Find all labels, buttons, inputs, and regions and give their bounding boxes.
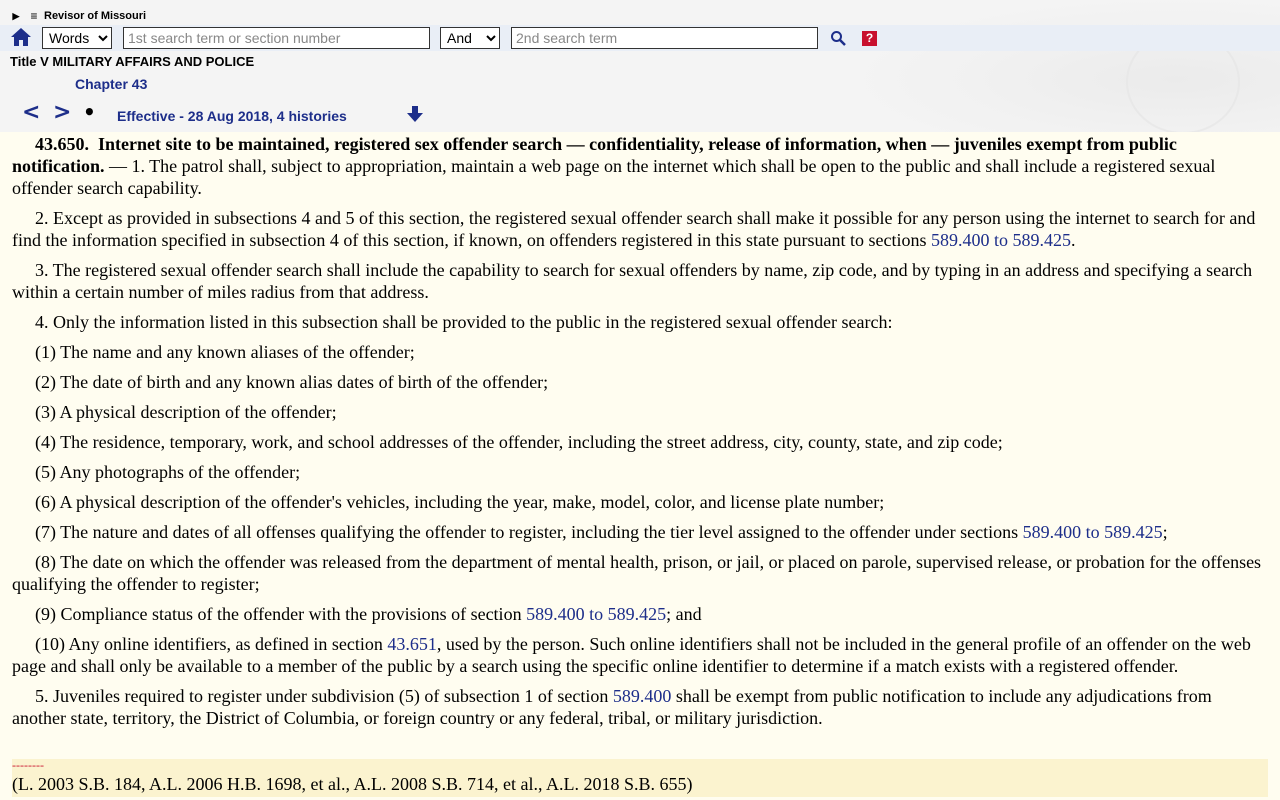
top-bar (8, 8, 146, 24)
divider-dashes: -------- (12, 758, 44, 772)
list-item-9 (12, 603, 1268, 625)
menu-icon[interactable]: ≡ (30, 9, 38, 23)
paragraph-text: 5. Juveniles required to register under subdivision (5) of subsection 1 of section (35, 686, 613, 706)
list-item-2: (2) The date of birth and any known alias dates of birth of the offender; (35, 372, 549, 392)
list-item-8: (8) The date on which the offender was released from the department of mental health, prison, or jail, or placed on parole, supervised release, or probation for the offenses qualifying the offender to register; (12, 552, 1262, 594)
statute-link[interactable]: 589.400 to 589.425 (526, 604, 667, 624)
section-dot-icon[interactable]: • (83, 100, 96, 124)
section-paragraph-5 (12, 685, 1268, 729)
search-mode-select[interactable] (42, 27, 112, 49)
effective-date-link[interactable]: Effective - 28 Aug 2018, 4 histories (117, 108, 347, 124)
history-footer (12, 759, 1268, 797)
section-navigation (0, 100, 1280, 130)
section-paragraph-4: 4. Only the information listed in this subsection shall be provided to the public in the registered sexual offender search: (35, 312, 893, 332)
section-paragraph-3: 3. The registered sexual offender search shall include the capability to search for sexual offenders by name, zip code, and by typing in an address and specifying a search within a certain number of miles radius from that address. (12, 260, 1253, 302)
paragraph-text: (10) Any online identifiers, as defined in section (35, 634, 388, 654)
second-search-term-input[interactable] (511, 27, 818, 49)
next-section-button[interactable]: > (53, 100, 72, 125)
paragraph-text: 2. Except as provided in subsections 4 and 5 of this section, the registered sexual offender search shall make it possible for any person using the internet to search for and find the information specified in subsection 4 of this section, if known, on offenders registered in this state pursuant to sections (12, 208, 1256, 250)
paragraph-text: ; (1162, 522, 1168, 542)
site-header (0, 0, 1280, 132)
section-paragraph-2 (12, 207, 1268, 251)
statute-link[interactable]: 43.651 (387, 634, 437, 654)
previous-section-button[interactable]: < (22, 100, 41, 125)
chapter-link[interactable]: Chapter 43 (75, 76, 148, 92)
statute-link[interactable]: 589.400 (612, 686, 672, 706)
statute-link[interactable]: 589.400 to 589.425 (1022, 522, 1163, 542)
section-paragraph-1 (12, 133, 1268, 199)
list-item-3: (3) A physical description of the offender; (35, 402, 337, 422)
list-item-1: (1) The name and any known aliases of the offender; (35, 342, 415, 362)
list-item-4: (4) The residence, temporary, work, and school addresses of the offender, including the street address, city, county, state, and zip code; (35, 432, 1003, 452)
expand-triangle-icon[interactable]: ▶ (12, 10, 20, 21)
list-item-10 (12, 633, 1268, 677)
section-intro: — 1. The patrol shall, subject to appropriation, maintain a web page on the internet which shall be open to the public and shall include a registered sexual offender search capability. (12, 156, 1216, 198)
search-icon[interactable] (830, 30, 846, 46)
list-item-6: (6) A physical description of the offender's vehicles, including the year, make, model, color, and license plate number; (35, 492, 885, 512)
paragraph-text: (7) The nature and dates of all offenses qualifying the offender to register, including the tier level assigned to the offender under sections (35, 522, 1023, 542)
list-item-5: (5) Any photographs of the offender; (35, 462, 301, 482)
first-search-term-input[interactable] (123, 27, 430, 49)
help-icon[interactable]: ? (862, 31, 877, 46)
search-operator-select[interactable] (440, 27, 500, 49)
paragraph-text: (9) Compliance status of the offender with the provisions of section (35, 604, 527, 624)
search-bar (0, 25, 1280, 51)
title-heading: Title V MILITARY AFFAIRS AND POLICE (10, 54, 255, 69)
home-icon[interactable] (10, 27, 32, 47)
paragraph-text: . (1071, 230, 1076, 250)
paragraph-text: , used by the person. Such online identifiers shall not be included in the general profile of an offender on the web page and shall only be available to a member of the public by a search using the specific online identifier to determine if a match exists with a registered offender. (12, 634, 1251, 676)
section-number: 43.650. (35, 134, 89, 154)
statute-text (12, 133, 1268, 737)
site-title[interactable]: Revisor of Missouri (44, 10, 147, 22)
statute-link[interactable]: 589.400 to 589.425 (930, 230, 1071, 250)
arrow-down-icon[interactable] (406, 105, 424, 123)
list-item-7 (12, 521, 1268, 543)
legislative-history: (L. 2003 S.B. 184, A.L. 2006 H.B. 1698, et al., A.L. 2008 S.B. 714, et al., A.L. 2018 S.B. 655) (12, 774, 693, 794)
paragraph-text: shall be exempt from public notification to include any adjudications from another state, territory, the District of Columbia, or foreign country or any federal, tribal, or military jurisdiction. (12, 686, 1212, 728)
section-heading: Internet site to be maintained, registered sex offender search — confidentiality, release of information, when — juveniles exempt from public notification. (12, 134, 1177, 176)
paragraph-text: ; and (666, 604, 702, 624)
